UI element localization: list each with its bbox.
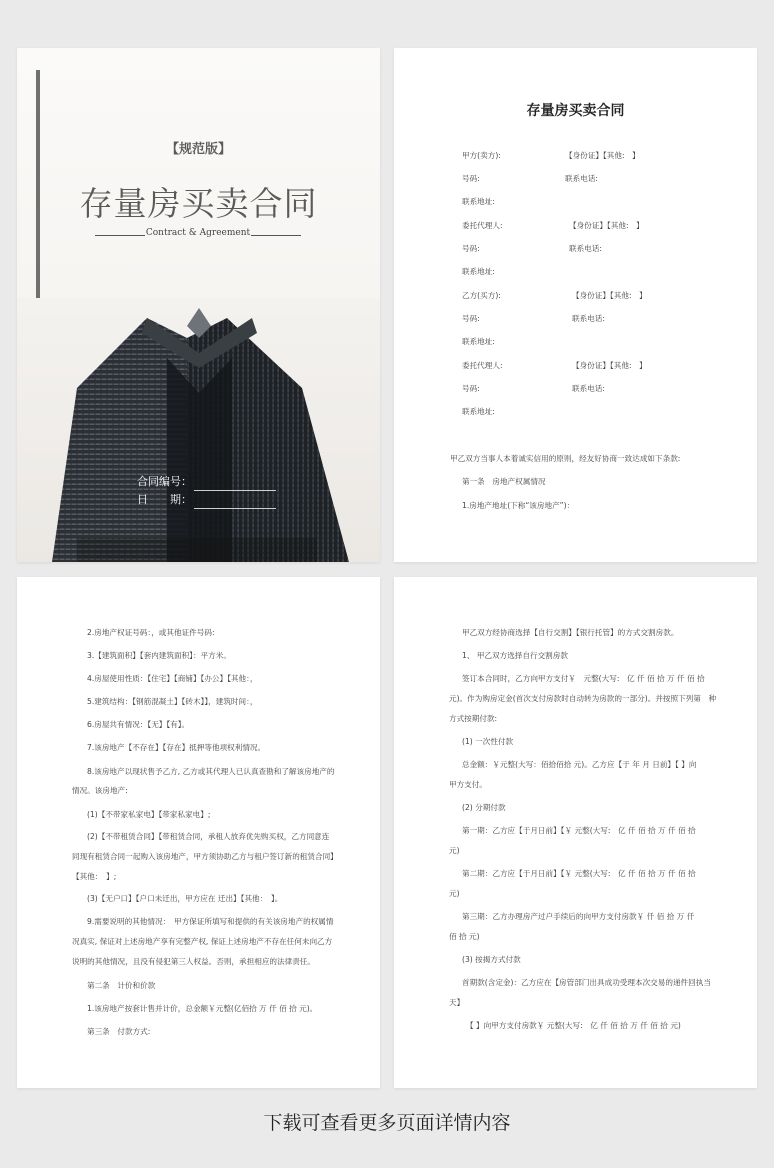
cover-page xyxy=(17,48,380,562)
text-line: 元) xyxy=(449,889,460,898)
field-label: 委托代理人: xyxy=(462,221,503,230)
text-line: 9.需要说明的其他情况： 甲方保证所填写和提供的有关该房地产的权属情 xyxy=(87,917,334,926)
contract-no-line xyxy=(194,478,276,491)
cover-subtitle-rule xyxy=(95,228,301,242)
text-line: 7.该房地产【不存在】【存在】抵押等他项权利情况。 xyxy=(87,743,266,752)
text-line: 甲方支付。 xyxy=(449,780,487,789)
text-line: (2)【不带租赁合同】【带租赁合同，承租人放弃优先购买权，乙方同意连 xyxy=(87,832,330,841)
text-line: 第三期：乙方办理房产过户手续后的向甲方支付房款￥ 仟 佰 拾 万 仟 xyxy=(462,912,695,921)
field-label: 甲方(卖方): xyxy=(462,151,501,160)
text-line: 首期款(含定金)：乙方应在【房管部门出具成功受理本次交易的递件回执当 xyxy=(462,978,711,987)
text-line: 元) xyxy=(449,846,460,855)
field-label: 委托代理人: xyxy=(462,361,503,370)
text-line: 情况。该房地产: xyxy=(72,786,128,795)
text-line: 1、 甲乙双方选择自行交割房款 xyxy=(462,651,568,660)
text-line: 天】 xyxy=(449,998,465,1007)
text-line: 说明的其他情况，且没有侵犯第三人权益。否则，承担相应的法律责任。 xyxy=(72,957,315,966)
text-line: 【 】向甲方支付房款￥ 元整(大写: 亿 仟 佰 拾 万 仟 佰 拾 元) xyxy=(466,1021,681,1030)
text-line: 总金额：￥元整(大写：佰拾佰拾 元)。乙方应【于 年 月 日前】【 】向 xyxy=(462,760,697,769)
text-line: 同现有租赁合同一起购入该房地产，甲方须协助乙方与租户签订新的租赁合同】 xyxy=(72,852,338,861)
text-line: 第二期：乙方应【于月日前】【￥ 元整(大写: 亿 仟 佰 拾 万 仟 佰 拾 xyxy=(462,869,696,878)
field-label: 联系地址: xyxy=(462,197,495,206)
field-value: 【身份证】【其他: 】 xyxy=(565,151,640,160)
cover-title: 存量房买卖合同 xyxy=(79,184,318,223)
text-line: 佰 拾 元) xyxy=(449,932,480,941)
contract-no-label: 合同编号： xyxy=(137,475,192,488)
text-line: 第三条 付款方式: xyxy=(87,1027,151,1036)
text-line: (1)【不带家私家电】【带家私家电】; xyxy=(87,810,211,819)
contract-page-1 xyxy=(394,48,757,562)
text-line: 4.房屋使用性质：【住宅】【商铺】【办公】【其他：， xyxy=(87,674,258,683)
text-line: 签订本合同时，乙方向甲方支付￥ 元整(大写: 亿 仟 佰 拾 万 仟 佰 拾 xyxy=(462,674,705,683)
text-line: 况真实, 保证对上述房地产享有完整产权, 保证上述房地产不存在任何未向乙方 xyxy=(72,937,333,946)
text-line: 1.该房地产按套计售并计价，总金额￥元整(亿佰拾 万 仟 佰 拾 元)。 xyxy=(87,1004,318,1013)
cover-subtitle: Contract & Agreement xyxy=(145,228,251,238)
contract-title: 存量房买卖合同 xyxy=(526,103,625,119)
field-label: 号码: xyxy=(462,244,480,253)
text-line: 第二条 计价和价款 xyxy=(87,981,156,990)
text-line: (1) 一次性付款 xyxy=(462,737,514,746)
field-label: 号码: xyxy=(462,384,480,393)
contract-page-2 xyxy=(17,577,380,1088)
field-label: 联系地址: xyxy=(462,407,495,416)
field-label: 乙方(买方): xyxy=(462,291,501,300)
contract-page-3 xyxy=(394,577,757,1088)
text-line: (2) 分期付款 xyxy=(462,803,506,812)
text-line: 8.该房地产以现状售予乙方, 乙方或其代理人已认真查勘和了解该房地产的 xyxy=(87,767,335,776)
text-line: 第一期：乙方应【于月日前】【￥ 元整(大写: 亿 仟 佰 拾 万 仟 佰 拾 xyxy=(462,826,696,835)
paragraph: 甲乙双方当事人本着诚实信用的原则，经友好协商一致达成如下条款: xyxy=(450,454,681,463)
text-line: 【其他： 】; xyxy=(72,872,117,881)
field-value: 【身份证】【其他: 】 xyxy=(569,221,644,230)
text-line: 方式按期付款: xyxy=(449,714,498,723)
text-line: (3) 按揭方式付款 xyxy=(462,955,521,964)
field-value: 【身份证】【其他: 】 xyxy=(572,291,647,300)
field-label: 号码: xyxy=(462,174,480,183)
cover-fields xyxy=(137,473,276,509)
skyscraper-image xyxy=(17,298,380,562)
field-label: 联系地址: xyxy=(462,267,495,276)
text-line: 3.【建筑面积】【套内建筑面积】：平方米。 xyxy=(87,651,231,660)
field-value: 联系电话: xyxy=(572,314,605,323)
footer-caption: 下载可查看更多页面详情内容 xyxy=(263,1112,511,1134)
paragraph: 1.房地产地址(下称“该房地产”)： xyxy=(462,501,575,510)
cover-edition: 【规范版】 xyxy=(165,142,231,157)
text-line: 5.建筑结构：【钢筋混凝土】【砖木】】，建筑时间：， xyxy=(87,697,258,706)
article-heading: 第一条 房地产权属情况 xyxy=(462,477,546,486)
date-line xyxy=(194,496,276,509)
field-label: 号码: xyxy=(462,314,480,323)
field-value: 【身份证】【其他: 】 xyxy=(572,361,647,370)
text-line: 甲乙双方经协商选择【自行交割】【银行托管】的方式交割房款。 xyxy=(462,628,679,637)
field-value: 联系电话: xyxy=(572,384,605,393)
date-label: 日 期： xyxy=(137,493,192,506)
text-line: (3)【无户口】【户口未迁出，甲方应在 迁出】【其他： 】。 xyxy=(87,894,283,903)
text-line: 元)。作为购房定金(首次支付房款时自动转为房款的一部分)。并按照下列第 种 xyxy=(449,694,717,703)
field-value: 联系电话: xyxy=(569,244,602,253)
field-label: 联系地址: xyxy=(462,337,495,346)
field-value: 联系电话: xyxy=(565,174,598,183)
text-line: 6.房屋共有情况：【无】【有】。 xyxy=(87,720,190,729)
text-line: 2.房地产权证号码：，或其他证件号码: xyxy=(87,628,215,637)
